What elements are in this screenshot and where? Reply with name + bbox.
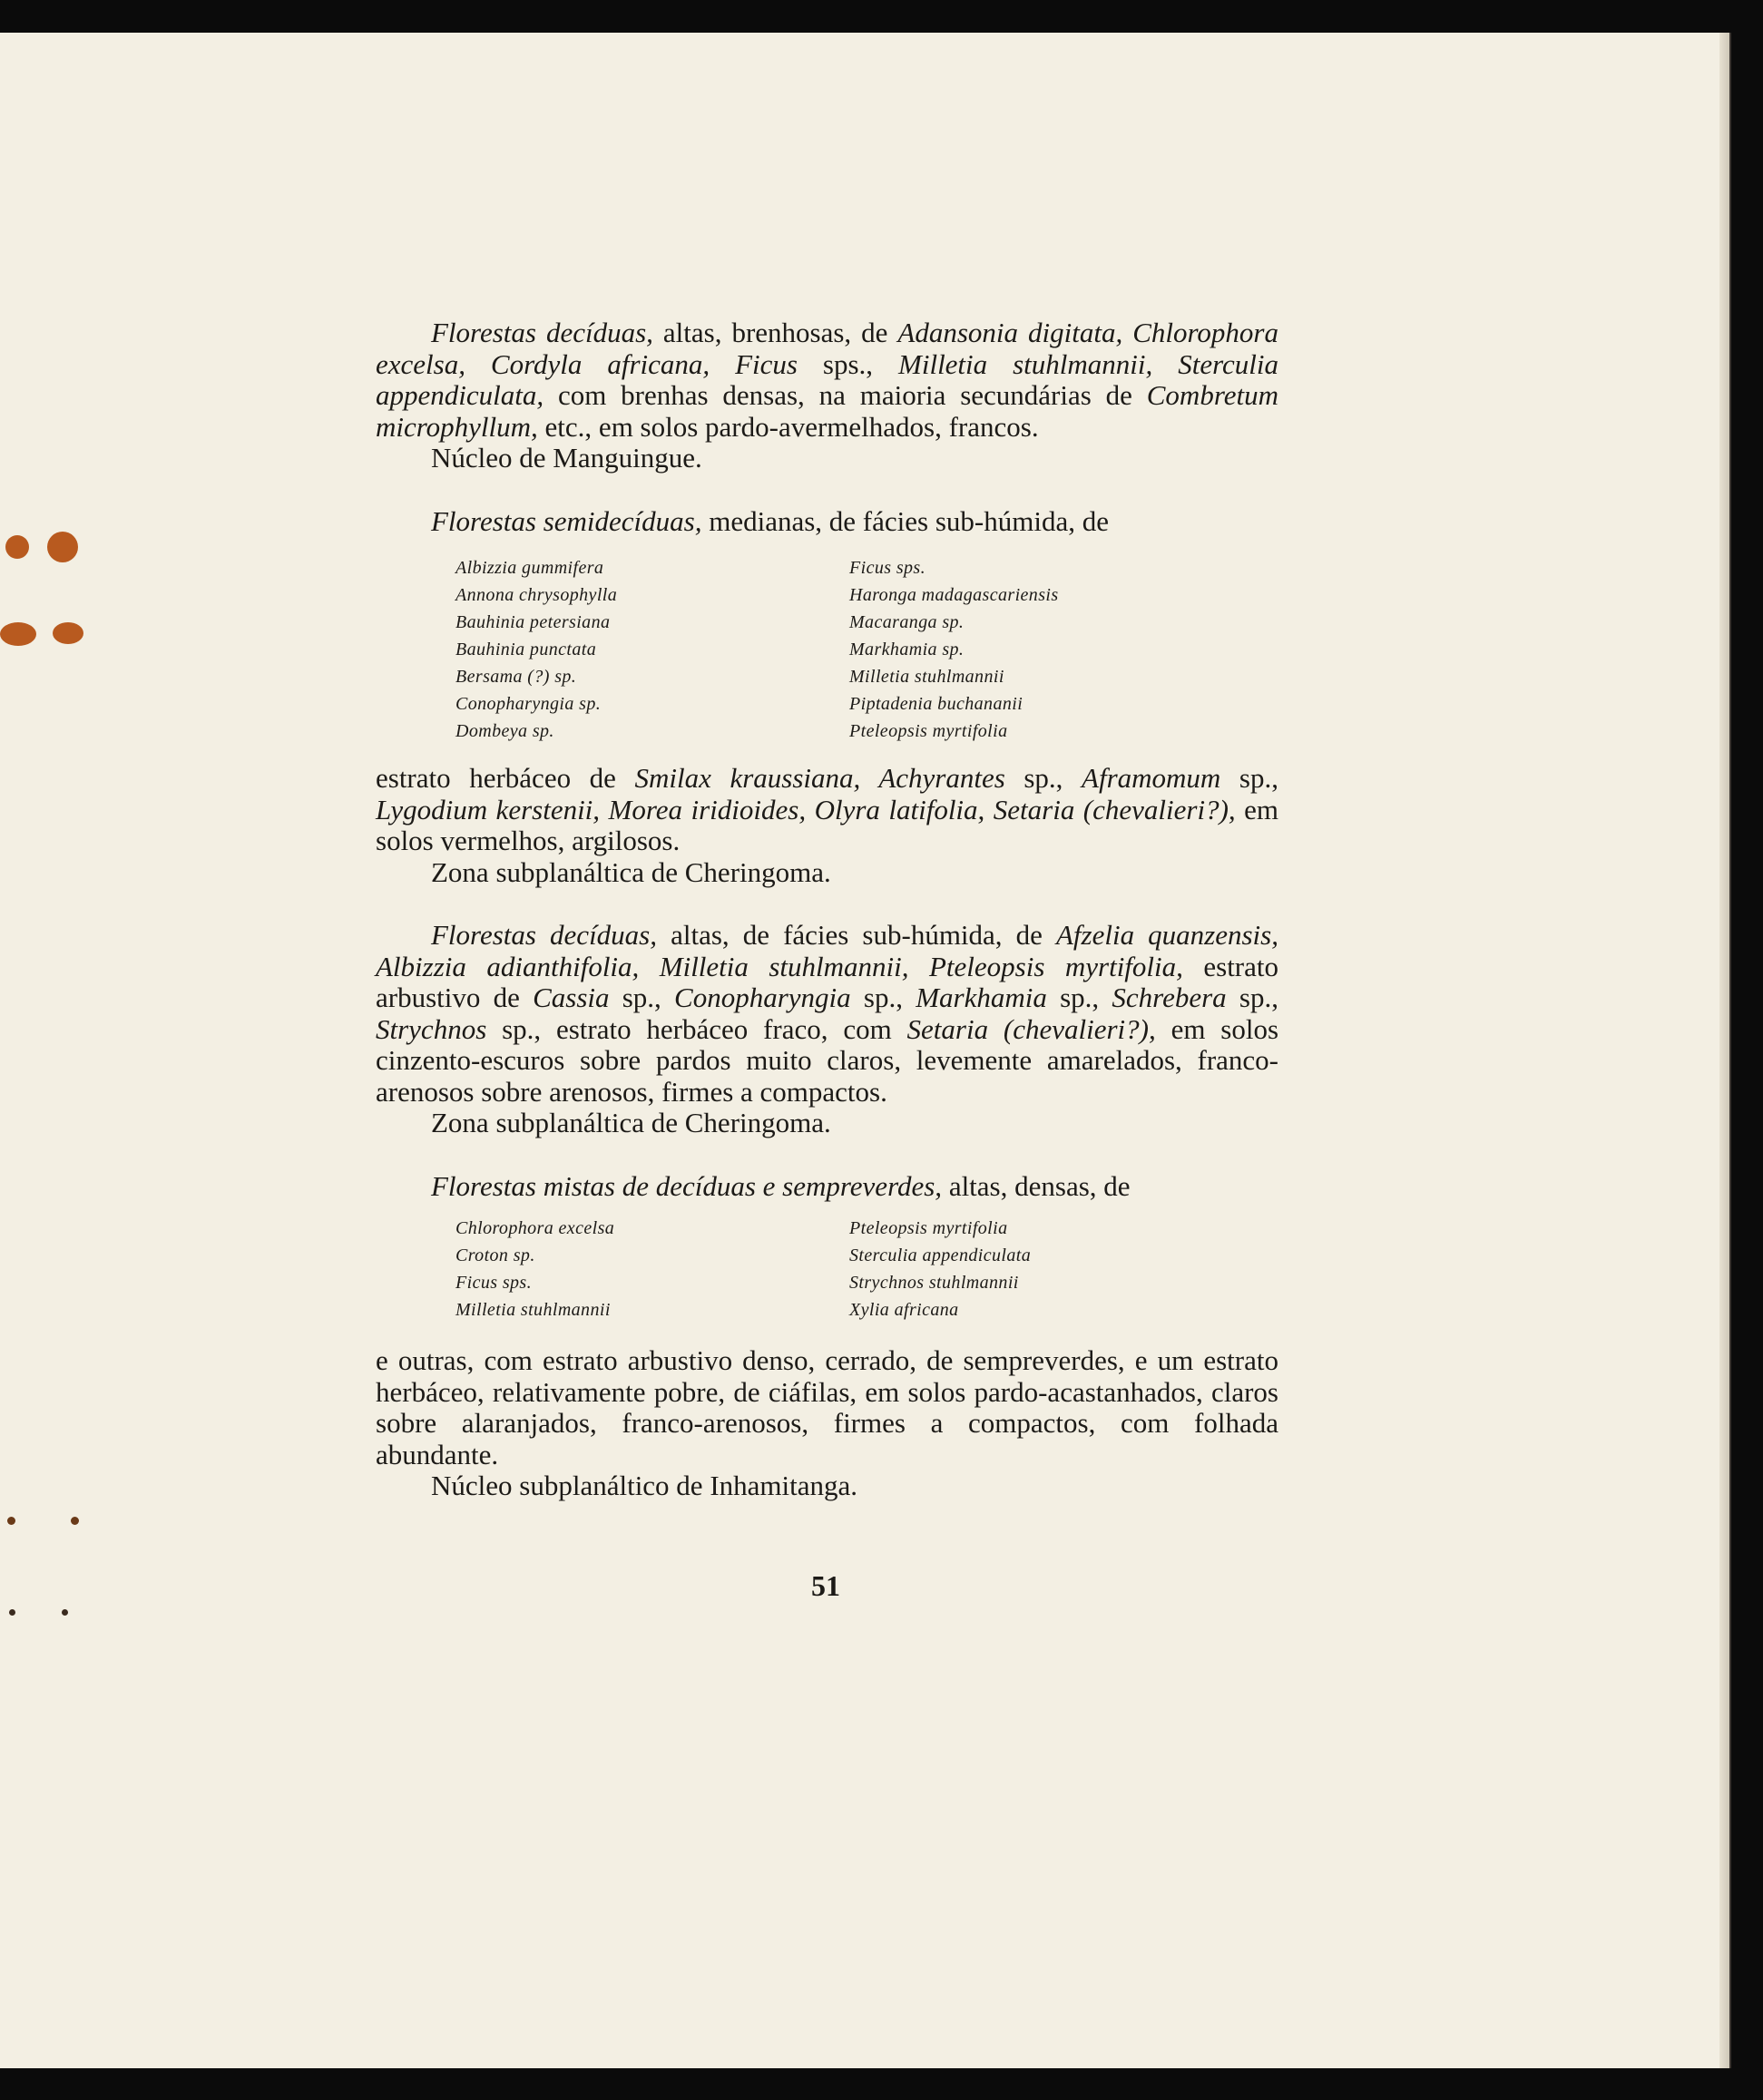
- paragraph-estrato-herbaceo: estrato herbáceo de Smilax kraussiana, Achyrantes sp., Aframomum sp., Lygodium kerstenii, Morea iridioides, Olyra latifolia, Setaria (chevalieri?), em solos vermelhos, argilosos.: [376, 762, 1278, 856]
- species-item: Haronga madagascariensis: [849, 585, 1059, 605]
- binding-hole-1: [5, 535, 29, 559]
- species-list-1: [455, 554, 1278, 745]
- species-item: Piptadenia buchananii: [849, 694, 1024, 714]
- species-item: Pteleopsis myrtifolia: [849, 1218, 1008, 1238]
- binding-hole-8: [62, 1609, 68, 1616]
- species-item: Bauhinia punctata: [455, 640, 597, 659]
- species-item: Pteleopsis myrtifolia: [849, 721, 1008, 741]
- paragraph-florestas-mistas: Florestas mistas de decíduas e sempreverdes, altas, densas, de: [431, 1169, 1131, 1202]
- species-item: Strychnos stuhlmannii: [849, 1273, 1019, 1293]
- binding-hole-3: [0, 622, 36, 646]
- binding-hole-2: [47, 532, 78, 562]
- forest-type: Florestas decíduas,: [431, 919, 657, 951]
- binding-hole-6: [71, 1517, 79, 1525]
- paragraph-florestas-deciduas-1: Florestas decíduas, altas, brenhosas, de Adansonia digitata, Chlorophora excelsa, Cordyla africana, Ficus sps., Milletia stuhlmannii, Sterculia appendiculata, com brenhas densas, na maioria secundárias de Combretum microphyllum, etc., em solos pardo-avermelhados, francos.: [376, 317, 1278, 443]
- species-item: Bersama (?) sp.: [455, 667, 577, 687]
- species-column-right: [849, 554, 1230, 745]
- species-item: Sterculia appendiculata: [849, 1245, 1032, 1265]
- location-label: Núcleo de Manguingue.: [431, 442, 702, 474]
- paragraph-florestas-deciduas-2: Florestas decíduas, altas, de fácies sub-húmida, de Afzelia quanzensis, Albizzia adianthifolia, Milletia stuhlmannii, Pteleopsis myrtifolia, estrato arbustivo de Cassia sp., Conopharyngia sp., Markhamia sp., Schrebera sp., Strychnos sp., estrato herbáceo fraco, com Setaria (chevalieri?), em solos cinzento-escuros sobre pardos muito claros, levemente amarelados, franco-arenosos sobre arenosos, firmes a compactos.: [376, 919, 1279, 1108]
- forest-type: Florestas semidecíduas,: [431, 504, 702, 537]
- species-item: Bauhinia petersiana: [455, 612, 611, 632]
- binding-hole-4: [53, 622, 83, 644]
- species-column-left: [455, 1215, 849, 1323]
- location-label: Zona subplanáltica de Cheringoma.: [431, 1107, 831, 1138]
- species-item: Ficus sps.: [455, 1273, 532, 1293]
- species-item: Albizzia gummifera: [455, 558, 604, 578]
- paragraph-e-outras: e outras, com estrato arbustivo denso, cerrado, de sempreverdes, e um estrato herbáceo, relativamente pobre, de ciáfilas, em solos pardo-acastanhados, claros sobre alaranjados, franco-arenosos, firmes a compactos, com folhada abundante.: [376, 1344, 1278, 1470]
- main-text: [376, 317, 1278, 1502]
- species-item: Milletia stuhlmannii: [455, 1300, 611, 1320]
- species-item: Annona chrysophylla: [455, 585, 618, 605]
- species-item: Ficus sps.: [849, 558, 926, 578]
- species-item: Chlorophora excelsa: [455, 1218, 615, 1238]
- species-item: Markhamia sp.: [849, 640, 965, 659]
- species-item: Conopharyngia sp.: [455, 694, 602, 714]
- species-list-2: [455, 1215, 1278, 1323]
- forest-type: Florestas decíduas,: [431, 317, 653, 348]
- species-item: Croton sp.: [455, 1245, 535, 1265]
- location-label: Núcleo subplanáltico de Inhamitanga.: [431, 1470, 858, 1501]
- binding-hole-5: [7, 1517, 15, 1525]
- species-item: Dombeya sp.: [455, 721, 554, 741]
- location-label: Zona subplanáltica de Cheringoma.: [431, 855, 831, 888]
- page-number: 51: [811, 1569, 840, 1602]
- species-item: Milletia stuhlmannii: [849, 667, 1004, 687]
- paragraph-florestas-semideciduas: Florestas semidecíduas, medianas, de fácies sub-húmida, de: [431, 504, 1109, 537]
- species-item: Macaranga sp.: [849, 612, 965, 632]
- binding-hole-7: [9, 1609, 15, 1616]
- page-edge: [1719, 33, 1729, 2068]
- species-column-right: [849, 1215, 1230, 1323]
- species-item: Xylia africana: [849, 1300, 959, 1320]
- species-column-left: [455, 554, 849, 745]
- forest-type: Florestas mistas de decíduas e sempreverdes,: [431, 1169, 943, 1202]
